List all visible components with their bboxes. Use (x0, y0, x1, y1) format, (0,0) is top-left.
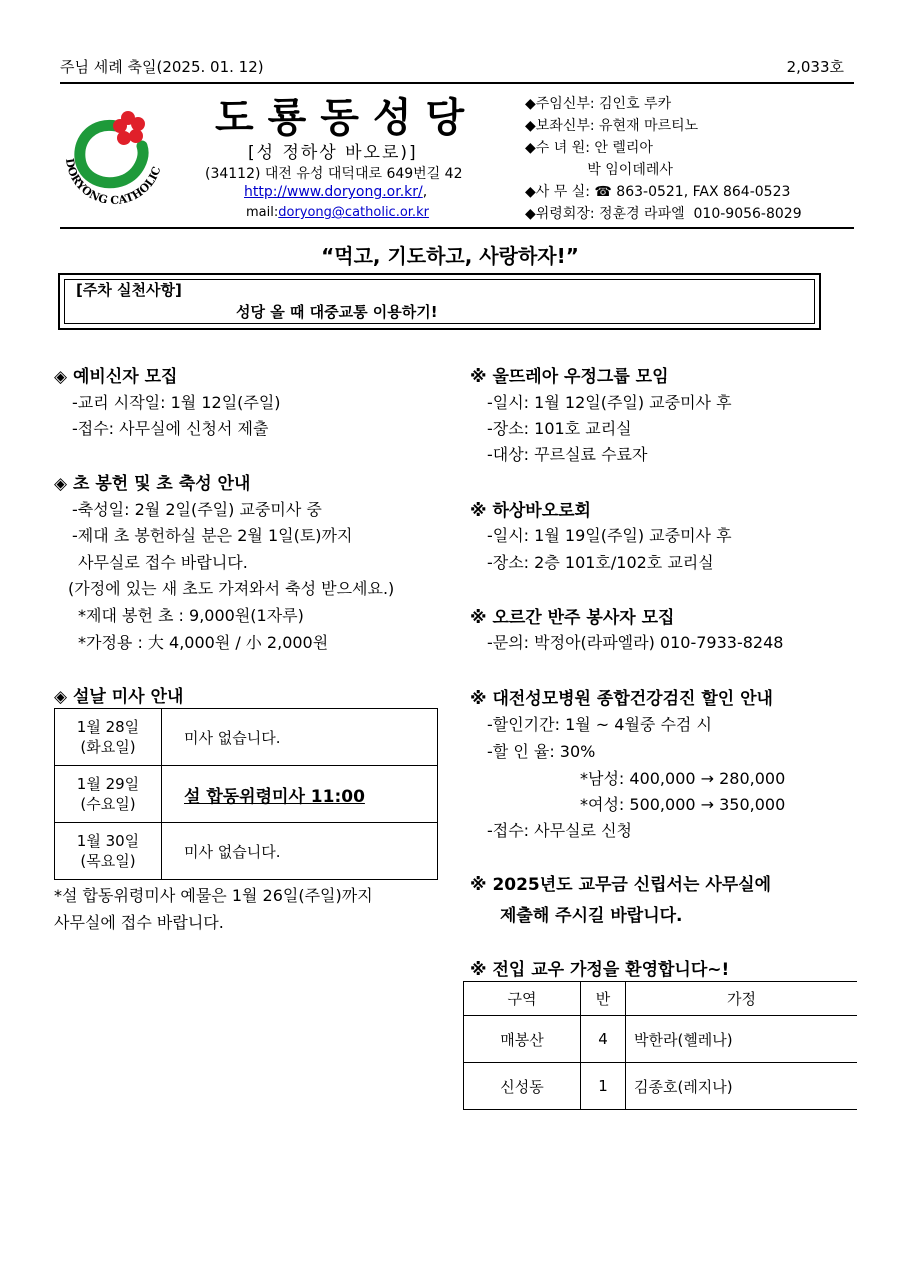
staff-pastor: ◆주임신부: 김인호 루카 (525, 96, 672, 112)
mail-link[interactable]: doryong@catholic.or.kr (278, 205, 429, 220)
candle-line-4: (가정에 있는 새 초도 가져와서 축성 받으세요.) (68, 579, 395, 598)
cell-area: 신성동 (464, 1063, 581, 1110)
weekly-practice-title: [주차 실천사항] (76, 281, 182, 299)
staff-sisters-2: 박 임이데레사 (525, 162, 673, 178)
staff-office: ◆사 무 실: ☎ 863-0521, FAX 864-0523 (525, 184, 791, 200)
patron-saint: [성 정하상 바오로)] (248, 143, 418, 163)
candle-line-3: 사무실로 접수 바랍니다. (78, 553, 248, 572)
seollal-mass-table (54, 708, 438, 880)
candle-line-6: *가정용 : 大 4,000원 / 小 2,000원 (78, 633, 329, 652)
issue-number: 2,033호 (786, 58, 844, 76)
cell-area: 매봉산 (464, 1016, 581, 1063)
church-address: (34112) 대전 유성 대덕대로 649번길 42 (205, 166, 463, 182)
mass-date: 1월 30일 (목요일) (55, 823, 162, 880)
dues-line-1: ※ 2025년도 교무금 신립서는 사무실에 (470, 875, 772, 895)
hospital-line-4: *여성: 500,000 → 350,000 (580, 795, 786, 814)
table-row (55, 709, 438, 766)
seollal-title: ◈ 설날 미사 안내 (54, 687, 184, 707)
mail-line: mail:doryong@catholic.or.kr (246, 205, 429, 220)
table-row (55, 766, 438, 823)
mass-info: 설 합동위령미사 11:00 (162, 766, 438, 823)
hospital-line-3: *남성: 400,000 → 280,000 (580, 769, 786, 788)
table-header-row (464, 982, 858, 1016)
col-family: 가정 (626, 982, 858, 1016)
cell-family: 박한라(헬레나) (626, 1016, 858, 1063)
table-row (55, 823, 438, 880)
organ-line-1: -문의: 박정아(라파엘라) 010-7933-8248 (487, 633, 784, 652)
church-logo (54, 96, 172, 214)
hasang-line-2: -장소: 2층 101호/102호 교리실 (487, 553, 714, 572)
col-ban: 반 (581, 982, 626, 1016)
cell-family: 김종호(레지나) (626, 1063, 858, 1110)
candle-line-1: -축성일: 2월 2일(주일) 교중미사 중 (72, 500, 322, 519)
website: http://www.doryong.or.kr/, (244, 184, 428, 200)
mass-info: 미사 없습니다. (162, 709, 438, 766)
candle-line-2: -제대 초 봉헌하실 분은 2월 1일(토)까지 (72, 526, 353, 545)
col-area: 구역 (464, 982, 581, 1016)
staff-assistant: ◆보좌신부: 유현재 마르티노 (525, 118, 699, 134)
catechumen-title: ◈ 예비신자 모집 (54, 367, 178, 387)
table-row (464, 1063, 858, 1110)
cell-ban: 1 (581, 1063, 626, 1110)
cell-ban: 4 (581, 1016, 626, 1063)
hospital-line-2: -할 인 율: 30% (487, 742, 596, 761)
church-name: 도룡동성당 (215, 95, 479, 141)
dues-line-2: 제출해 주시길 바랍니다. (500, 906, 683, 926)
seollal-note-2: 사무실에 접수 바랍니다. (54, 913, 224, 932)
ultreya-line-1: -일시: 1월 12일(주일) 교중미사 후 (487, 393, 732, 412)
motto: “먹고, 기도하고, 사랑하자!” (321, 244, 579, 268)
ultreya-title: ※ 울뜨레아 우정그룹 모임 (470, 367, 669, 387)
header-top-rule (60, 82, 854, 84)
catechumen-line-1: -교리 시작일: 1월 12일(주일) (72, 393, 281, 412)
candle-line-5: *제대 봉헌 초 : 9,000원(1자루) (78, 606, 304, 625)
welcome-title: ※ 전입 교우 가정을 환영합니다~! (470, 960, 730, 980)
table-row (464, 1016, 858, 1063)
catechumen-line-2: -접수: 사무실에 신청서 제출 (72, 419, 269, 438)
hasang-line-1: -일시: 1월 19일(주일) 교중미사 후 (487, 526, 732, 545)
date-label: 주님 세례 축일(2025. 01. 12) (60, 58, 264, 76)
header-bottom-rule (60, 227, 854, 229)
hospital-line-1: -할인기간: 1월 ~ 4월중 수검 시 (487, 715, 712, 734)
candle-title: ◈ 초 봉헌 및 초 축성 안내 (54, 474, 251, 494)
hospital-title: ※ 대전성모병원 종합건강검진 할인 안내 (470, 689, 773, 709)
ultreya-line-2: -장소: 101호 교리실 (487, 419, 632, 438)
weekly-practice-text: 성당 올 때 대중교통 이용하기! (236, 303, 438, 321)
welcome-table (463, 981, 857, 1110)
website-link[interactable]: http://www.doryong.or.kr/ (244, 184, 423, 200)
hospital-line-5: -접수: 사무실로 신청 (487, 821, 632, 840)
ultreya-line-3: -대상: 꾸르실료 수료자 (487, 445, 648, 464)
mass-date: 1월 29일 (수요일) (55, 766, 162, 823)
mass-info: 미사 없습니다. (162, 823, 438, 880)
mass-date: 1월 28일 (화요일) (55, 709, 162, 766)
hasang-title: ※ 하상바오로회 (470, 501, 591, 521)
staff-funeral: ◆위령회장: 정훈경 라파엘 010-9056-8029 (525, 206, 802, 222)
seollal-note-1: *설 합동위령미사 예물은 1월 26일(주일)까지 (54, 886, 373, 905)
staff-sisters: ◆수 녀 원: 안 렐리아 (525, 140, 653, 156)
organ-title: ※ 오르간 반주 봉사자 모집 (470, 608, 675, 628)
logo-text: DORYONG CATHOLIC (62, 157, 164, 208)
